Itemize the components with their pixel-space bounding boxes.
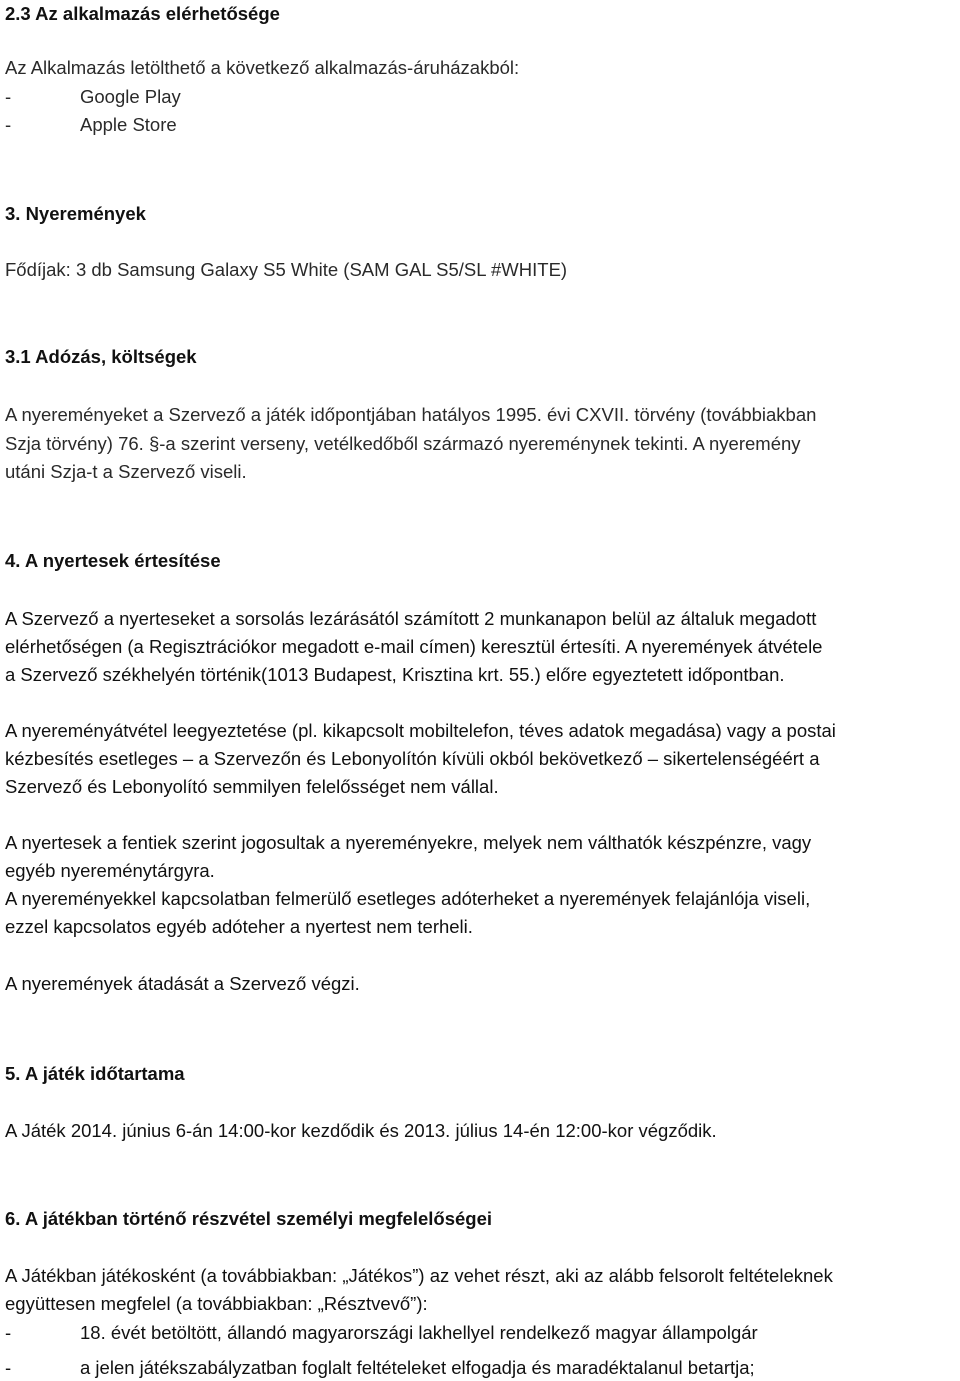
section-3-1-heading: 3.1 Adózás, költségek bbox=[5, 346, 197, 367]
list-bullet: - bbox=[5, 1322, 12, 1343]
list-bullet: - bbox=[5, 114, 12, 135]
paragraph-line: A nyereményeket a Szervező a játék időpontjában hatályos 1995. évi CXVII. törvény (továbbiakban bbox=[5, 404, 817, 425]
paragraph-line: A nyereményekkel kapcsolatban felmerülő esetleges adóterheket a nyeremények felajánlója viseli, bbox=[5, 888, 811, 909]
section-4-heading: 4. A nyertesek értesítése bbox=[5, 550, 221, 571]
list-item bbox=[5, 113, 177, 137]
paragraph-line: kézbesítés esetleges – a Szervezőn és Lebonyolítón kívüli okból bekövetkező – sikertelenségéért a bbox=[5, 748, 820, 769]
paragraph-line: a Szervező székhelyén történik(1013 Budapest, Krisztina krt. 55.) előre egyeztetett időpontban. bbox=[5, 664, 785, 685]
paragraph-line: Szja törvény) 76. §-a szerint verseny, vetélkedőből származó nyereménynek tekinti. A nyeremény bbox=[5, 433, 801, 454]
paragraph-line: utáni Szja-t a Szervező viseli. bbox=[5, 461, 247, 482]
paragraph-line: egyéb nyereménytárgyra. bbox=[5, 860, 215, 881]
list-item bbox=[5, 1356, 755, 1380]
main-prizes: Fődíjak: 3 db Samsung Galaxy S5 White (SAM GAL S5/SL #WHITE) bbox=[5, 259, 568, 280]
list-bullet: - bbox=[5, 86, 12, 107]
game-duration: A Játék 2014. június 6-án 14:00-kor kezdődik és 2013. július 14-én 12:00-kor végződik. bbox=[5, 1120, 717, 1141]
paragraph-line: A Szervező a nyerteseket a sorsolás lezárásától számított 2 munkanapon belül az általuk megadott bbox=[5, 608, 817, 629]
paragraph-line: ezzel kapcsolatos egyéb adóteher a nyertest nem terheli. bbox=[5, 916, 473, 937]
paragraph-line: Szervező és Lebonyolító semmilyen felelősséget nem vállal. bbox=[5, 776, 499, 797]
paragraph-line: A Játékban játékosként (a továbbiakban: „Játékos”) az vehet részt, aki az alább felsorolt feltételeknek bbox=[5, 1265, 833, 1286]
section-2-3-heading: 2.3 Az alkalmazás elérhetősége bbox=[5, 3, 280, 24]
section-3-heading: 3. Nyeremények bbox=[5, 203, 146, 224]
store-google-play: Google Play bbox=[80, 86, 181, 107]
paragraph-line: A nyeremények átadását a Szervező végzi. bbox=[5, 973, 360, 994]
paragraph-line: együttesen megfelel (a továbbiakban: „Résztvevő”): bbox=[5, 1293, 428, 1314]
store-apple: Apple Store bbox=[80, 114, 177, 135]
list-item bbox=[5, 1321, 758, 1345]
section-2-3-intro: Az Alkalmazás letölthető a következő alkalmazás-áruházakból: bbox=[5, 57, 520, 78]
section-5-heading: 5. A játék időtartama bbox=[5, 1063, 185, 1084]
list-item-text: 18. évét betöltött, állandó magyarországi lakhellyel rendelkező magyar állampolgár bbox=[80, 1322, 758, 1343]
paragraph-line: elérhetőségen (a Regisztrációkor megadott e-mail címen) keresztül értesíti. A nyeremények átvétele bbox=[5, 636, 823, 657]
section-6-heading: 6. A játékban történő részvétel személyi megfelelőségei bbox=[5, 1208, 493, 1229]
list-item-text: a jelen játékszabályzatban foglalt feltételeket elfogadja és maradéktalanul betartja; bbox=[80, 1357, 755, 1378]
list-item bbox=[5, 85, 181, 109]
paragraph-line: A nyereményátvétel leegyeztetése (pl. kikapcsolt mobiltelefon, téves adatok megadása) vagy a postai bbox=[5, 720, 836, 741]
list-bullet: - bbox=[5, 1357, 12, 1378]
paragraph-line: A nyertesek a fentiek szerint jogosultak a nyereményekre, melyek nem válthatók készpénzre, vagy bbox=[5, 832, 812, 853]
